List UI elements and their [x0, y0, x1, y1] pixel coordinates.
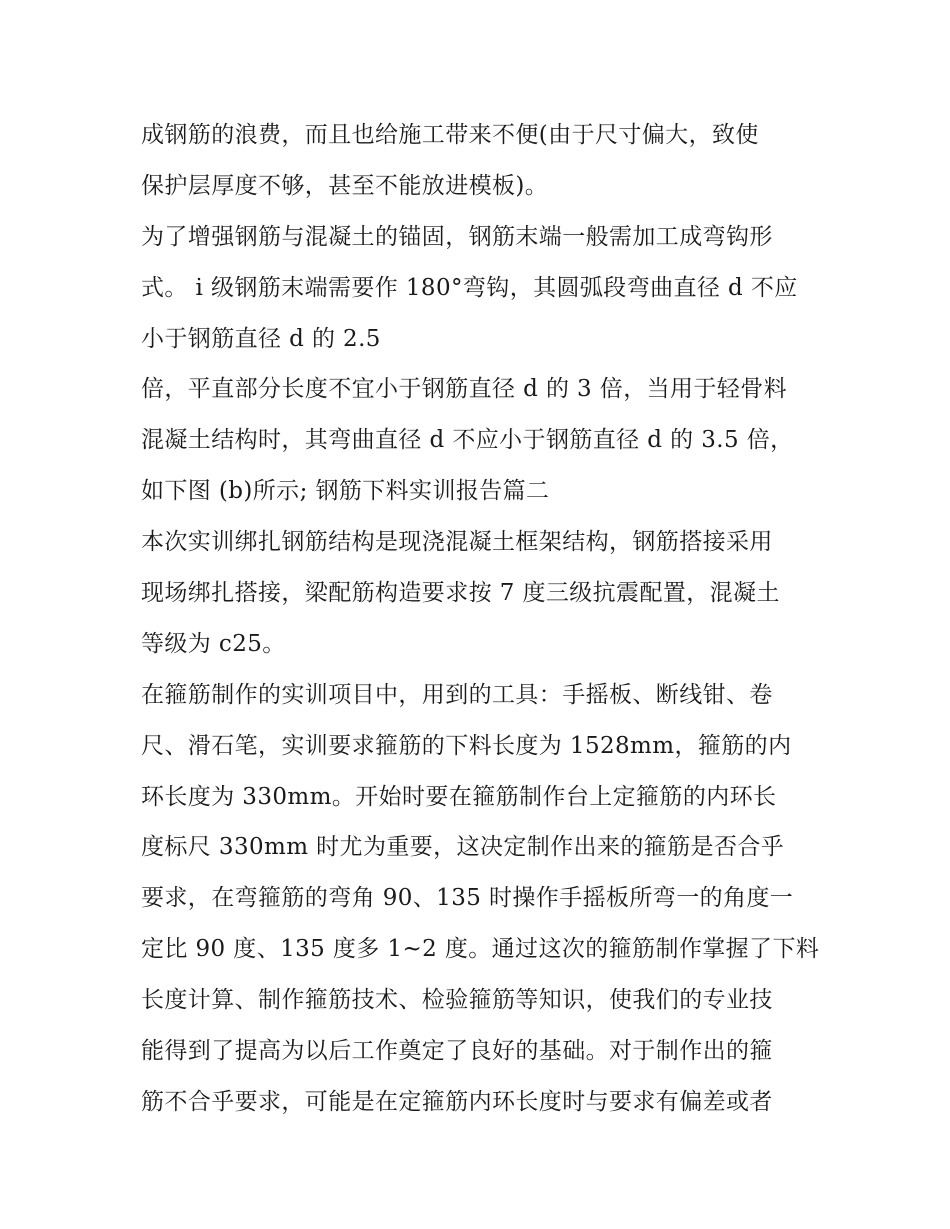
text-line: 尺、滑石笔，实训要求箍筋的下料长度为 1528mm，箍筋的内	[141, 732, 792, 759]
text-line: 度标尺 330mm 时尤为重要，这决定制作出来的箍筋是否合乎	[141, 834, 785, 861]
document-body	[141, 110, 821, 1128]
text-line: 为了增强钢筋与混凝土的锚固，钢筋末端一般需加工成弯钩形	[141, 223, 773, 250]
text-line: 本次实训绑扎钢筋结构是现浇混凝土框架结构，钢筋搭接采用	[141, 529, 773, 556]
text-line: 环长度为 330mm。开始时要在箍筋制作台上定箍筋的内环长	[141, 783, 777, 810]
text-line: 保护层厚度不够，甚至不能放进模板)。	[141, 172, 549, 199]
text-line: 在箍筋制作的实训项目中，用到的工具：手摇板、断线钳、卷	[141, 681, 773, 708]
text-line: 能得到了提高为以后工作奠定了良好的基础。对于制作出的箍	[141, 1038, 773, 1065]
text-line: 成钢筋的浪费，而且也给施工带来不便(由于尺寸偏大，致使	[141, 122, 759, 148]
text-line: 如下图 (b)所示; 钢筋下料实训报告篇二	[141, 478, 550, 505]
text-line: 式。 i 级钢筋末端需要作 180°弯钩，其圆弧段弯曲直径 d 不应	[141, 274, 798, 301]
text-line: 等级为 c25。	[141, 630, 286, 657]
text-line: 筋不合乎要求，可能是在定箍筋内环长度时与要求有偏差或者	[141, 1088, 773, 1115]
text-line: 倍，平直部分长度不宜小于钢筋直径 d 的 3 倍，当用于轻骨料	[141, 376, 788, 403]
text-line: 要求，在弯箍筋的弯角 90、135 时操作手摇板所弯一的角度一	[141, 885, 794, 912]
text-line: 长度计算、制作箍筋技术、检验箍筋等知识，使我们的专业技	[141, 987, 773, 1014]
text-line: 现场绑扎搭接，梁配筋构造要求按 7 度三级抗震配置，混凝土	[141, 580, 780, 607]
text-line: 混凝土结构时，其弯曲直径 d 不应小于钢筋直径 d 的 3.5 倍，	[141, 427, 794, 454]
text-line: 小于钢筋直径 d 的 2.5	[141, 325, 381, 352]
text-line: 定比 90 度、135 度多 1~2 度。通过这次的箍筋制作掌握了下料	[141, 936, 820, 963]
